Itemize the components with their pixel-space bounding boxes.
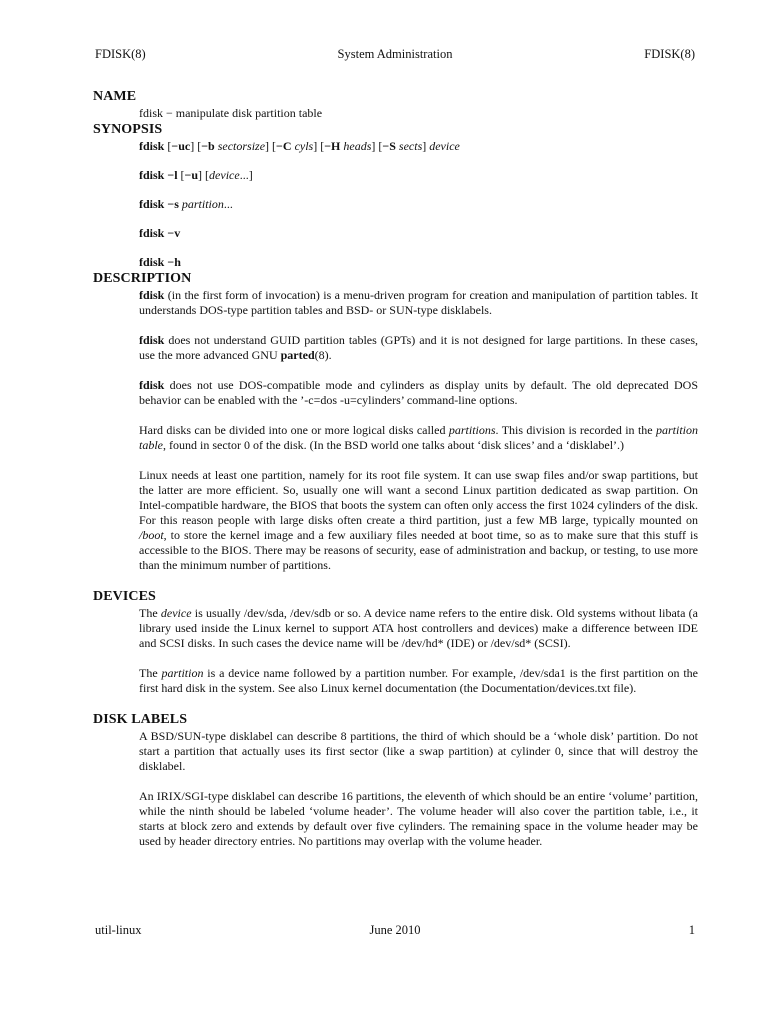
synopsis-line-2 xyxy=(139,168,698,183)
footer-center: June 2010 xyxy=(369,923,421,937)
synopsis-text: ] [ xyxy=(313,139,325,153)
option-uc: −uc xyxy=(171,139,191,153)
command-name: fdisk xyxy=(139,288,165,302)
page-body xyxy=(93,88,698,849)
arg-device: device xyxy=(429,139,460,153)
path-boot: /boot xyxy=(139,528,164,542)
name-section-body xyxy=(139,106,698,121)
synopsis-cmd: fdisk xyxy=(139,139,165,153)
disk-labels-paragraph-1: A BSD/SUN-type disklabel can describe 8 partitions, the third of which should be a ‘whole disk’ partition. Do not start a partition that actually uses its first sector (like a swap partition) at cylinder 0, since that will destroy the disklabel. xyxy=(139,729,698,773)
synopsis-text: ... xyxy=(223,197,233,211)
command-name: fdisk xyxy=(139,378,165,392)
paragraph-text: , found in sector 0 of the disk. (In the BSD world one talks about ‘disk slices’ and a ‘disklabel’.) xyxy=(163,438,625,452)
term-device: device xyxy=(160,606,192,620)
description-paragraph-2 xyxy=(139,333,698,363)
section-title-disk-labels: DISK LABELS xyxy=(93,712,188,727)
paragraph-text: does not understand GUID partition tables (GPTs) and it is not designed for large partitions. In these cases, use the more advanced GNU xyxy=(139,333,698,362)
term-partitions: partitions xyxy=(448,423,496,437)
synopsis-cmd: fdisk xyxy=(139,255,165,269)
synopsis-line-5 xyxy=(139,255,698,270)
section-title-devices: DEVICES xyxy=(93,589,156,604)
arg-device: device xyxy=(209,168,240,182)
devices-paragraph-2 xyxy=(139,666,698,696)
paragraph-text: The xyxy=(139,666,162,680)
description-paragraph-3 xyxy=(139,378,698,408)
description-section-body xyxy=(139,288,698,573)
paragraph-text: Hard disks can be divided into one or more logical disks called xyxy=(139,423,449,437)
synopsis-text: [ xyxy=(164,139,172,153)
option-l: −l xyxy=(167,168,178,182)
arg-heads: heads xyxy=(343,139,372,153)
paragraph-text: is a device name followed by a partition number. For example, /dev/sda1 is the first partition on the first hard disk in the system. See also Linux kernel documentation (the Documentation/devices.txt file). xyxy=(139,666,698,695)
arg-partition: partition xyxy=(181,197,224,211)
disk-labels-section-body xyxy=(139,729,698,849)
command-name: fdisk xyxy=(139,333,165,347)
disk-labels-paragraph-2: An IRIX/SGI-type disklabel can describe 16 partitions, the eleventh of which should be an entire ‘volume’ partition, while the ninth should be labeled ‘volume header’. The volume header will also cover the partition table, i.e., it starts at block zero and extends by default over five cylinders. The remaining space in the volume header may be used by header directory entries. No partitions may overlap with the volume header. xyxy=(139,789,698,848)
synopsis-text: ] [ xyxy=(371,139,383,153)
synopsis-text: ] [ xyxy=(265,139,277,153)
option-H: −H xyxy=(324,139,341,153)
paragraph-text: . This division is recorded in the xyxy=(495,423,656,437)
footer-left: util-linux xyxy=(95,923,142,937)
page-footer xyxy=(95,922,695,938)
arg-sects: sects xyxy=(398,139,423,153)
section-title-name: NAME xyxy=(93,89,137,104)
paragraph-text: does not use DOS-compatible mode and cylinders as display units by default. The old deprecated DOS behavior can be enabled with the ’-c=dos -u=cylinders’ command-line options. xyxy=(139,378,698,407)
synopsis-line-1 xyxy=(139,139,698,154)
description-paragraph-5 xyxy=(139,468,698,573)
description-paragraph-1 xyxy=(139,288,698,318)
paragraph-text: is usually /dev/sda, /dev/sdb or so. A device name refers to the entire disk. Old systems without libata (a library used inside the Linux kernel to support ATA host controllers and devices) make a difference between IDE and SCSI disks. In such cases the device name will be /dev/hd* (IDE) or /dev/sd* (SCSI). xyxy=(139,606,699,650)
description-paragraph-4 xyxy=(139,423,698,453)
header-center: System Administration xyxy=(337,47,453,61)
name-text: fdisk − manipulate disk partition table xyxy=(139,106,323,120)
header-right: FDISK(8) xyxy=(644,47,695,61)
term-partition-table: partition table xyxy=(139,423,698,452)
option-C: −C xyxy=(276,139,292,153)
arg-cyls: cyls xyxy=(294,139,314,153)
page-header xyxy=(95,46,695,62)
synopsis-line-4 xyxy=(139,226,698,241)
option-h: −h xyxy=(167,255,181,269)
synopsis-text: ] [ xyxy=(190,139,202,153)
synopsis-cmd: fdisk xyxy=(139,197,165,211)
synopsis-text: ] [ xyxy=(198,168,210,182)
synopsis-text: ...] xyxy=(239,168,253,182)
synopsis-text: ] xyxy=(422,139,430,153)
arg-sectorsize: sectorsize xyxy=(217,139,266,153)
option-b: −b xyxy=(201,139,215,153)
section-title-synopsis: SYNOPSIS xyxy=(93,122,163,137)
option-s: −s xyxy=(167,197,179,211)
term-partition: partition xyxy=(161,666,204,680)
option-S: −S xyxy=(382,139,396,153)
devices-paragraph-1 xyxy=(139,606,698,651)
header-left: FDISK(8) xyxy=(95,47,146,61)
synopsis-cmd: fdisk xyxy=(139,226,165,240)
option-v: −v xyxy=(167,226,181,240)
synopsis-section-body xyxy=(139,139,698,270)
synopsis-cmd: fdisk xyxy=(139,168,165,182)
devices-section-body xyxy=(139,606,698,696)
command-parted: parted xyxy=(280,348,315,362)
paragraph-text: Linux needs at least one partition, namely for its root file system. It can use swap files and/or swap partitions, but the latter are more efficient. So, usually one will want a second Linux partition dedicated as swap partition. On Intel-compatible hardware, the BIOS that boots the system can often only access the first 1024 cylinders of the disk. For this reason people with large disks often create a third partition, just a few MB large, typically mounted on xyxy=(139,468,698,527)
option-u: −u xyxy=(184,168,199,182)
paragraph-text: (8). xyxy=(314,348,332,362)
synopsis-line-3 xyxy=(139,197,698,212)
section-title-description: DESCRIPTION xyxy=(93,271,192,286)
synopsis-text: [ xyxy=(177,168,185,182)
paragraph-text: The xyxy=(139,606,161,620)
paragraph-text: (in the first form of invocation) is a menu-driven program for creation and manipulation of partition tables. It understands DOS-type partition tables and BSD- or SUN-type disklabels. xyxy=(139,288,698,317)
footer-page-number: 1 xyxy=(688,923,695,937)
paragraph-text: , to store the kernel image and a few auxiliary files needed at boot time, so as to make sure that this stuff is accessible to the BIOS. There may be reasons of security, ease of administration and backup, or testing, to use more than the minimum number of partitions. xyxy=(139,528,698,572)
